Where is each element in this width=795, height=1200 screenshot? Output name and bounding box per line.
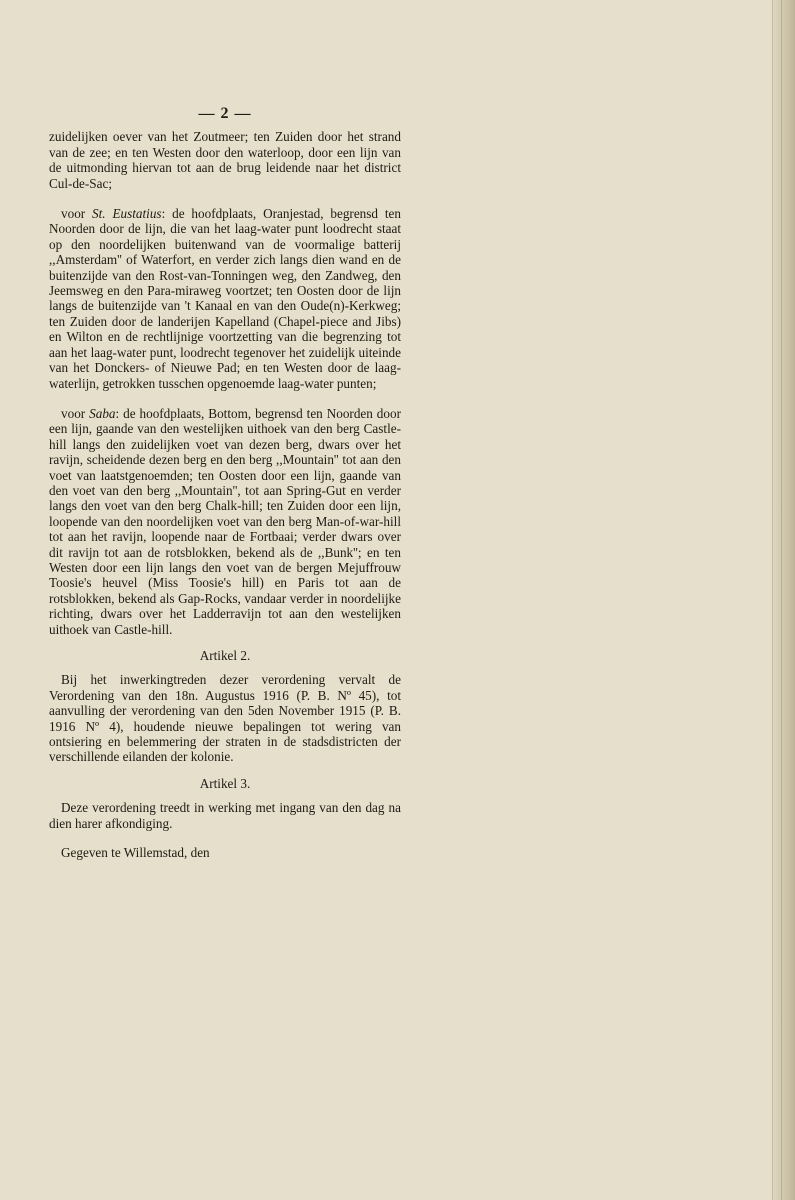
paragraph-continuation: zuidelijken oever van het Zoutmeer; ten Zuiden door het strand van de zee; en ten Westen door den waterloop, door een lijn van de uitmonding hiervan tot aan de brug leidende naar het district Cul-de-Sac; <box>49 129 401 191</box>
page-edge <box>772 0 795 1200</box>
signoff-line: Gegeven te Willemstad, den <box>61 845 210 861</box>
paragraph-saba <box>49 406 401 637</box>
paragraph-artikel-2: Bij het inwerkingtreden dezer verordening vervalt de Verordening van den 18n. Augustus 1916 (P. B. Nº 45), tot aanvulling der verordening van den 5den November 1915 (P. B. 1916 Nº 4), houdende nieuwe bepalingen tot wering van ontsiering en belemmering der straten in de stadsdistricten der verschillende eilanden der kolonie. <box>49 672 401 765</box>
paragraph-artikel-3: Deze verordening treedt in werking met ingang van den dag na dien harer afkondiging. <box>49 800 401 831</box>
place-name-st-eustatius: St. Eustatius <box>92 206 162 222</box>
paragraph-prefix: voor <box>61 206 93 222</box>
bleed-through-shadow <box>600 110 770 200</box>
paragraph-prefix: voor <box>61 405 90 421</box>
heading-artikel-3: Artikel 3. <box>199 775 251 791</box>
document-body <box>49 106 401 860</box>
heading-artikel-2: Artikel 2. <box>199 648 251 663</box>
paragraph-body: : de hoofdplaats, Bottom, begrensd ten Noorden door een lijn, gaande van den westelijken uithoek van den berg Castle-hill langs den zuidelijken voet van dezen berg, dwars over het ravijn, scheidende dezen berg en den berg ,,Mountain'' tot aan den voet van laatstgenoemden; ten Oosten door een lijn, gaande van den voet van den berg ,,Mountain'', tot aan Spring-Gut en verder langs den voet van den berg Chalk-hill; ten Zuiden door een lijn, loopende van den noordelijken voet van den berg Man-of-war-hill tot aan het ravijn, loopende naar de Fortbaai; verder dwars over dit ravijn tot aan de rotsblokken, bekend als de ,,Bunk''; en ten Westen door een lijn langs den voet van de bergen Mejuffrouw Toosie's heuvel (Miss Toosie's hill) en Paris tot aan de rotsblokken, bekend als Gap-Rocks, vandaar verder in noordelijke richting, dwars over het Ladderravijn tot aan den westelijken uithoek van Castle-hill. <box>49 405 401 637</box>
paragraph-body: : de hoofdplaats, Oranjestad, begrensd ten Noorden door de lijn, die van het laag-water punt loodrecht staat op den noordelijken buitenwand van de voormalige batterij ,,Amsterdam'' of Waterfort, en verder zich langs dien wand en de buitenzijde van den Rost-van-Tonningen weg, den Zandweg, den Jeemsweg en den Para-miraweg voortzet; ten Oosten door de lijn langs de buitenzijde van 't Kanaal en van den Oude(n)-Kerkweg; ten Zuiden door de landerijen Kapelland (Chapel-piece and Jibs) en Wilton en de rechtlijnige voortzetting van die begrenzing tot aan het laag-water punt, loodrecht tegenover het zuidelijk uiteinde van het Donckers- of Nieuwe Pad; en ten Westen door de laag-waterlijn, getrokken tusschen opgenoemde laag-water punten; <box>49 206 401 391</box>
page-number: — 2 — <box>198 105 252 122</box>
place-name-saba: Saba <box>89 405 116 421</box>
paragraph-st-eustatius <box>49 206 401 391</box>
